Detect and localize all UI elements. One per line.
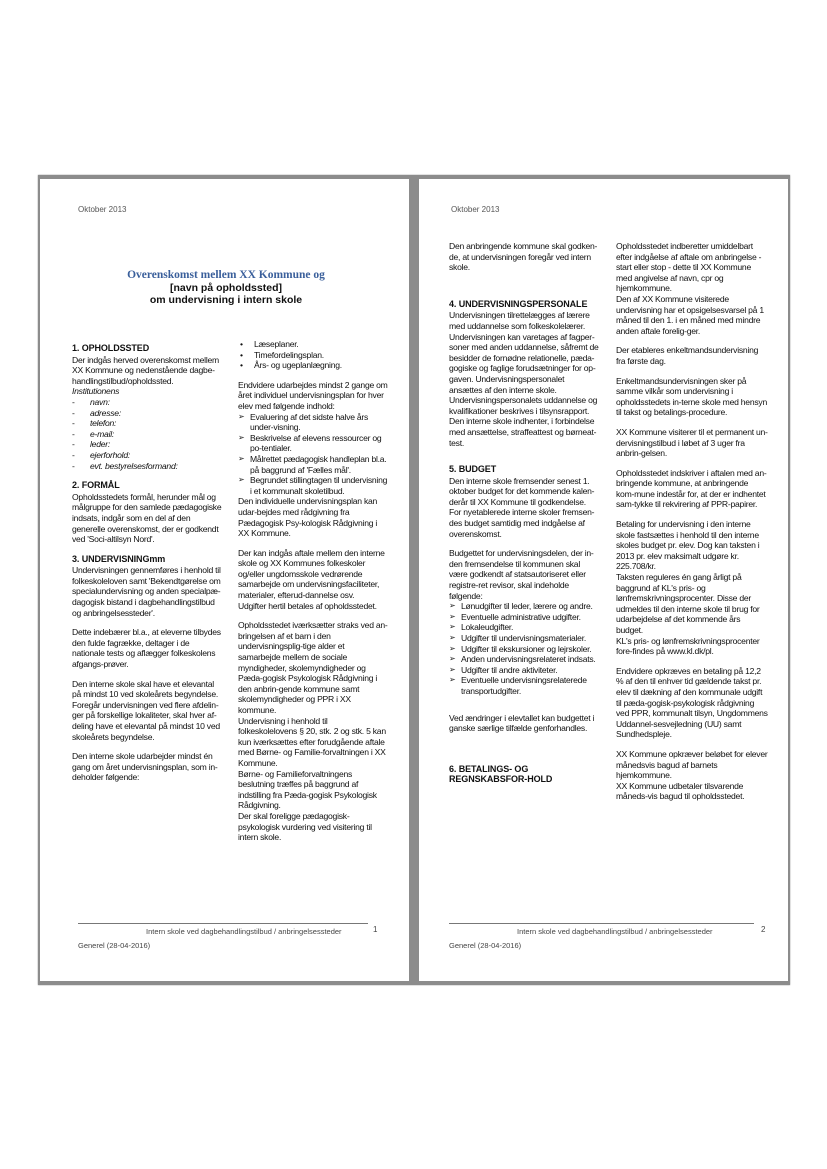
list-item: - adresse: [72,408,222,419]
section-text: Undervisning i henhold til folkeskolelovens § 20, stk. 2 og stk. 5 kan kun iværksættes efter forudgående aftale med Børne- og Familie-forvaltningen i XX Kommune. [238,715,386,768]
section-text: Enkeltmandsundervisningen sker på samme vilkår som undervisning i opholdsstedets in-terne skole med hensyn til takst og betalings-procedure. [616,375,767,418]
classification-label: Generel (28-04-2016) [449,941,522,950]
section-text: Den interne skole skal have et elevantal på mindst 10 ved skoleårets begyndelse. Foregår undervisningen ved flere afdelin-ger på forskellige lokaliteter, skal hver af-deling have et elevantal på mindst 10 ved skoleårets begyndelse. [72,678,220,742]
section-text: Den interne skole udarbejder mindst én gang om året undervisningsplan, som in-deholder følgende: [72,751,218,783]
section-heading-4: 4. UNDERVISNINGSPERSONALE [449,298,588,309]
section-text: Opholdsstedet iværksætter straks ved an-bringelsen af et barn i den undervisningsplig-tige alder et samarbejde mellem de sociale myndigheder, skolemyndigheder og Pæda-gogisk Psykologisk Rådgivning i den anbrin-gende kommune samt skolemyndigheder og PPR i XX kommune. [238,620,388,715]
list-item: ➢ Udgifter til undervisningsmaterialer. [449,633,599,644]
section-heading-5: 5. BUDGET [449,464,497,475]
title-line-2: [navn på opholdssted] [169,281,282,294]
section-text: Opholdsstedet indberetter umiddelbart efter indgåelse af aftale om anbringelse - start eller stop - dette til XX Kommune med angivelse af navn, cpr og hjemkommune. [616,241,762,294]
section-text: KL's pris- og lønfremskrivningsprocenter fore-findes på www.kl.dk/pl. [616,635,760,657]
budget-items-list [449,601,599,696]
section-text: Ved ændringer i elevtallet kan budgettet i ganske særlige tilfælde genforhandles. [449,712,595,734]
section-text: Undervisningspersonalets uddannelse og kvalifikationer beskrives i tilsynsrapport. [449,395,598,416]
section-text: Undervisningen tilrettelægges af lærere med uddannelse som folkeskolelærer. [449,310,590,331]
footer-text: Intern skole ved dagbehandlingstilbud / anbringelsessteder [517,927,713,936]
list-item: ➢ Anden undervisningsrelateret indsats. [449,654,599,665]
section-text: Opholdsstedet indskriver i aftalen med an-bringende kommune, at anbringende kom-mune indestår for, at der er indhentet sam-tykke til rekvirering af PPR-papirer. [616,467,767,510]
section-text: XX Kommune udbetaler tilsvarende måneds-vis bagud til opholdsstedet. [616,780,745,802]
section-text: Taksten reguleres én gang årligt på baggrund af KL's pris- og lønfremskrivningsprocenter. Disse der udmeldes til den interne skole til brug for udarbejdelse af det kommende års budget. [616,572,760,635]
list-item: - leder: [72,439,222,450]
section-text: Endvidere udarbejdes mindst 2 gange om året individuel undervisningsplan for hver elev med følgende indhold: [238,379,388,411]
section-text: Endvidere opkræves en betaling på 12,2 % af den til enhver tid gældende takst pr. elev til dækning af den kommunale udgift til pæda-gogisk-psykologisk rådgivning ved PPR, kommunalt tilsyn, Ungdommens Uddannel-sesvejledning (UU) samt Sundhedspleje. [616,665,768,740]
list-item: • Års- og ugeplanlægning. [238,360,388,371]
list-item: ➢ Målrettet pædagogisk handleplan bl.a. på baggrund af 'Fælles mål'. [238,454,388,475]
page-2 [419,179,788,981]
page-2-left-column [449,241,599,786]
section-text: Den interne skole fremsender senest 1. oktober budget for det kommende kalen-derår til XX Kommune til godkendelse. For nyetablerede interne skoler fremsen-des budget samtidig med indgåelse af overenskomst. [449,475,595,539]
page-1 [40,179,409,981]
section-text: Den anbringende kommune skal godken-de, at undervisningen foregår ved intern skole. [449,241,598,273]
list-item: ➢ Eventuelle undervisningsrelaterede transportudgifter. [449,675,599,696]
list-item: ➢ Eventuelle administrative udgifter. [449,612,599,623]
page-date: Oktober 2013 [78,205,127,214]
title-line-3: om undervisning i intern skole [149,294,303,306]
list-item: ➢ Lokaleudgifter. [449,622,599,633]
list-item: - telefon: [72,418,222,429]
list-item: ➢ Beskrivelse af elevens ressourcer og po-tentialer. [238,433,388,454]
section-text: Opholdsstedets formål, herunder mål og målgruppe for den samlede pædagogiske indsats, indgår som en del af den generelle overenskomst, der er godkendt ved 'Soci-altilsyn Nord'. [72,491,222,545]
section-text: Undervisningen kan varetages af fagper-soner med anden uddannelse, såfremt de besidder de fornødne relationelle, pæda-gogiske og faglige forudsætninger for op-gaven. Undervisningspersonalet ansættes af den interne skole. [449,331,599,395]
section-text: Der etableres enkeltmandsundervisning fra første dag. [616,345,759,366]
page-date: Oktober 2013 [451,205,500,214]
list-item: - evt. bestyrelsesformand: [72,461,222,472]
section-text: Budgettet for undervisningsdelen, der in-den fremsendelse til kommunen skal være godkendt af statsautoriseret eller registre-ret revisor, skal indeholde følgende: [449,548,594,601]
section-heading-1: 1. OPHOLDSSTED [72,343,150,353]
page-2-right-column [616,241,768,811]
section-text: Der kan indgås aftale mellem den interne skole og XX Kommunes folkeskoler og/eller ungdomsskole vedrørende samarbejde om undervisningsfaciliteter, materialer, efterud-dannelse osv. [238,547,385,601]
list-item: ➢ Udgifter til andre aktiviteter. [449,665,599,676]
section-text: Den af XX Kommune visiterede undervisning har et opsigelsesvarsel på 1 måned til den 1. i en måned med mindre anden aftale forelig-ger. [616,293,764,336]
section-text: Der indgås herved overenskomst mellem XX Kommune og nedenstående dagbe-handlingstilbud/opholdssted. [72,354,219,386]
document-spread [38,175,790,985]
section-text: Den interne skole indhenter, i forbindelse med ansættelse, straffeattest og børneat-test. [449,416,597,448]
section-text: Undervisningen gennemføres i henhold til folkeskoleloven samt 'Bekendtgørelse om specialundervisning og anden specialpæ-dagogisk bistand i dagbehandlingstilbud og anbringelsessteder'. [72,565,221,618]
footer-divider [449,923,754,924]
footer-divider [78,923,368,924]
list-item: - navn: [72,397,222,408]
section-text: Udgifter hertil betales af opholdsstedet. [238,600,377,611]
classification-label: Generel (28-04-2016) [78,941,151,950]
section-heading-3: 3. UNDERVISNINGmm [72,553,166,564]
list-item: • Timefordelingsplan. [238,350,388,361]
section-text: Børne- og Familieforvaltningens beslutning træffes på baggrund af indstilling fra Pæda-gogisk Psykologisk Rådgivning. [238,768,377,811]
page-number: 2 [761,925,766,934]
section-heading-2: 2. FORMÅL [72,480,120,491]
individual-plan-list [238,412,388,497]
institution-fields [72,397,222,471]
list-item: ➢ Evaluering af det sidste halve års under-visning. [238,412,388,433]
list-item: - e-mail: [72,429,222,440]
page-1-left-column [72,339,222,792]
list-item: ➢ Udgifter til ekskursioner og lejrskoler. [449,644,599,655]
section-text: Den individuelle undervisningsplan kan udar-bejdes med rådgivning fra Pædagogisk Psy-kologisk Rådgivning i XX Kommune. [238,496,378,539]
page-number: 1 [373,925,378,934]
section-text: XX Kommune visiterer til et permanent un-dervisningstilbud i løbet af 3 uger fra anbrin-gelsen. [616,426,768,459]
section-heading-6: 6. BETALINGS- OG REGNSKABSFOR-HOLD [449,763,553,785]
list-item: • Læseplaner. [238,339,388,350]
document-title [76,269,376,307]
section-text: Der skal foreligge pædagogisk-psykologisk vurdering ved visitering til intern skole. [238,810,372,843]
title-line-1: Overenskomst mellem XX Kommune og [127,269,325,281]
page-1-right-column [238,339,388,852]
footer-text: Intern skole ved dagbehandlingstilbud / anbringelsessteder [146,927,342,936]
section-text: Betaling for undervisning i den interne skole fastsættes i henhold til den interne skoles budget pr. elev. Dog kan taksten i 2013 pr. elev maksimalt udgøre kr. 225.708/kr. [616,519,760,572]
institution-label: Institutionens [72,386,120,397]
list-item: - ejerforhold: [72,450,222,461]
list-item: ➢ Begrundet stillingtagen til undervisning i et kommunalt skoletilbud. [238,475,388,496]
section-text: Dette indebærer bl.a., at eleverne tilbydes den fulde fagrække, deltager i de nationale tests og aflægger folkeskolens afgangs-prøver. [72,627,221,670]
plan-content-list [238,339,388,371]
list-item: ➢ Lønudgifter til leder, lærere og andre. [449,601,599,612]
section-text: XX Kommune opkræver beløbet for elever månedsvis bagud af barnets hjemkommune. [616,748,768,781]
